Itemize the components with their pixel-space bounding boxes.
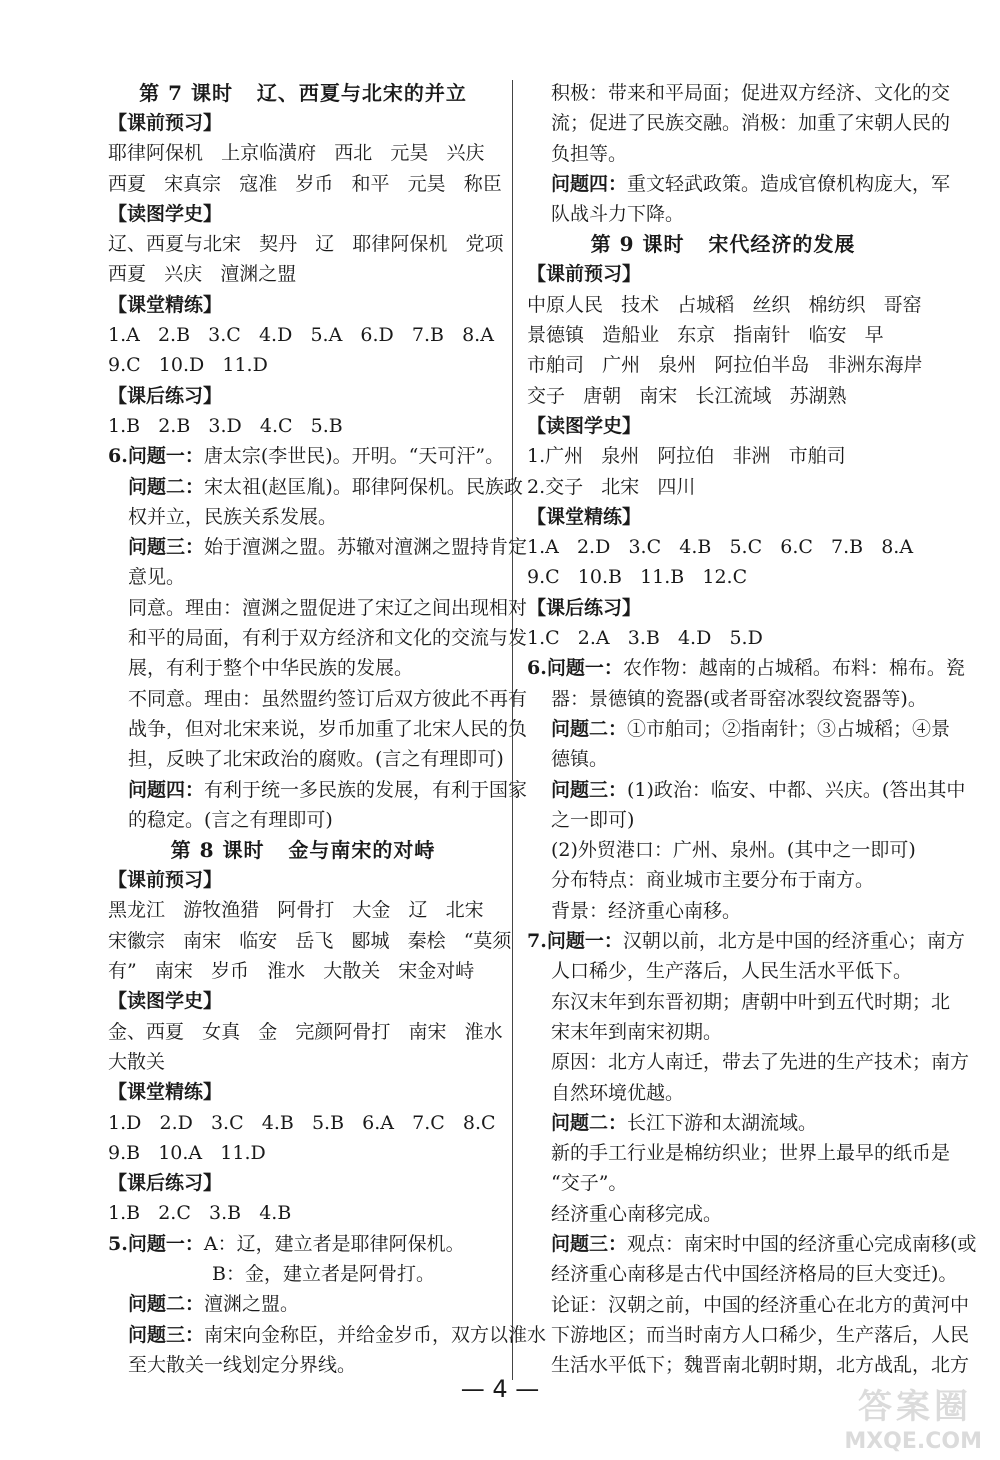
answer-line: 9.C 10.B 11.B 12.C — [527, 566, 748, 589]
answer-line: 生活水平低下；魏晋南北朝时期，北方战乱，北方 — [551, 1354, 970, 1377]
answer-line: 积极：带来和平局面；促进双方经济、文化的交 — [551, 82, 951, 104]
map-heading: 【读图学史】 — [108, 202, 223, 225]
class-practice-heading: 【课堂精练】 — [527, 505, 642, 528]
left-column — [108, 78, 547, 1380]
question-line — [108, 775, 528, 805]
answer-line: 1.C 2.A 3.B 4.D 5.D — [527, 627, 763, 650]
answer-line: 1.B 2.B 3.D 4.C 5.B — [108, 414, 343, 437]
question-line — [108, 472, 523, 502]
answer-line: 负担等。 — [551, 142, 628, 165]
question-label: 问题四： — [128, 778, 205, 801]
answer-line: 意见。 — [128, 566, 186, 589]
answer-line: 1.B 2.C 3.B 4.B — [108, 1202, 292, 1225]
question-label: 问题三： — [551, 778, 628, 801]
question-text: 南宋向金称臣，并给金岁币，双方以淮水 — [204, 1323, 547, 1346]
class-practice-heading: 【课堂精练】 — [108, 293, 223, 316]
answer-line: 市舶司 广州 泉州 阿拉伯半岛 非洲东海岸 — [527, 354, 923, 377]
question-text: 有利于统一多民族的发展，有利于国家 — [204, 778, 528, 801]
question-label: 6.问题一： — [527, 657, 623, 680]
question-text: ①市舶司；②指南针；③占城稻；④景 — [627, 717, 951, 740]
question-label: 问题二： — [128, 1293, 205, 1316]
question-line — [108, 532, 528, 562]
answer-line: 东汉末年到东晋初期；唐朝中叶到五代时期；北 — [551, 990, 951, 1013]
question-text: 始于澶渊之盟。苏辙对澶渊之盟持肯定 — [204, 536, 528, 559]
answer-line: 西夏 宋真宗 寇准 岁币 和平 元昊 称臣 — [108, 172, 502, 195]
watermark-main: 答案圈 — [858, 1387, 972, 1427]
answer-line: 经济重心南移是古代中国经济格局的巨大变迁)。 — [551, 1263, 958, 1286]
question-text: 长江下游和太湖流域。 — [627, 1111, 818, 1134]
class-practice-heading: 【课堂精练】 — [108, 1081, 223, 1104]
answer-line: 1.A 2.D 3.C 4.B 5.C 6.C 7.B 8.A — [527, 536, 914, 559]
answer-line: 担，反映了北宋政治的腐败。(言之有理即可) — [128, 748, 504, 771]
answer-line: (2)外贸港口：广州、泉州。(其中之一即可) — [551, 839, 916, 862]
question-line — [108, 1229, 498, 1259]
answer-line: 景德镇 造船业 东京 指南针 临安 早 — [527, 324, 884, 347]
question-line — [527, 1229, 977, 1259]
question-label: 问题三： — [551, 1232, 628, 1255]
page-number: — 4 — — [460, 1375, 540, 1403]
answer-line: 宋末年到南宋初期。 — [551, 1020, 723, 1043]
question-label: 5.问题一： — [108, 1232, 204, 1255]
question-text: 观点：南宋时中国的经济重心完成南移(或 — [627, 1232, 977, 1255]
after-class-heading: 【课后练习】 — [108, 384, 223, 407]
answer-line: 不同意。理由：虽然盟约签订后双方彼此不再有 — [128, 687, 528, 710]
answer-line: “交子”。 — [551, 1172, 628, 1195]
question-text: 宋太祖(赵匡胤)。耶律阿保机。民族政 — [204, 475, 523, 498]
question-line — [527, 714, 951, 744]
question-label: 问题四： — [551, 172, 628, 195]
question-line — [108, 1289, 498, 1319]
answer-line: 战争，但对北宋来说，岁币加重了北宋人民的负 — [128, 717, 528, 740]
question-line — [108, 441, 505, 471]
answer-line: 的稳定。(言之有理即可) — [128, 808, 333, 831]
answer-line: 有” 南宋 岁币 淮水 大散关 宋金对峙 — [108, 960, 475, 983]
answer-line: 1.广州 泉州 阿拉伯 非洲 市舶司 — [527, 445, 846, 468]
answer-line: 9.B 10.A 11.D — [108, 1141, 266, 1164]
answer-line: 新的手工行业是棉纺织业；世界上最早的纸币是 — [551, 1142, 951, 1165]
answer-line: 1.D 2.D 3.C 4.B 5.B 6.A 7.C 8.C — [108, 1111, 496, 1134]
map-heading: 【读图学史】 — [527, 414, 642, 437]
answer-line: 和平的局面，有利于双方经济和文化的交流与发 — [128, 627, 528, 650]
question-label: 问题二： — [128, 475, 205, 498]
preview-heading: 【课前预习】 — [108, 112, 223, 134]
right-column — [527, 78, 977, 1380]
answer-line: 西夏 兴庆 澶渊之盟 — [108, 263, 297, 286]
question-line — [527, 1108, 919, 1138]
question-label: 问题三： — [128, 536, 205, 559]
question-text: 唐太宗(李世民)。开明。“天可汗”。 — [203, 445, 505, 468]
question-line — [527, 169, 951, 199]
lesson-7-title: 第 7 课时 辽、西夏与北宋的并立 — [139, 81, 467, 105]
question-label: 6.问题一： — [108, 445, 204, 468]
answer-line: 分布特点：商业城市主要分布于南方。 — [551, 869, 875, 892]
answer-line: 器：景德镇的瓷器(或者哥窑冰裂纹瓷器等)。 — [551, 687, 927, 710]
question-text: 澶渊之盟。 — [204, 1293, 300, 1316]
answer-line: 1.A 2.B 3.C 4.D 5.A 6.D 7.B 8.A — [108, 324, 494, 347]
question-line — [108, 1320, 547, 1350]
question-label: 问题二： — [551, 1111, 628, 1134]
answer-line: 权并立，民族关系发展。 — [128, 505, 338, 528]
answer-line: 队战斗力下降。 — [551, 203, 685, 226]
watermark-sub: MXQE.COM — [844, 1429, 982, 1454]
question-line — [527, 775, 966, 805]
answer-line: 流；促进了民族交融。消极：加重了宋朝人民的 — [551, 112, 951, 135]
answer-line: 9.C 10.D 11.D — [108, 354, 268, 377]
answer-line: 下游地区；而当时南方人口稀少，生产落后，人民 — [551, 1323, 970, 1346]
question-line — [527, 653, 965, 683]
after-class-heading: 【课后练习】 — [108, 1172, 223, 1195]
answer-line: 至大散关一线划定分界线。 — [128, 1353, 357, 1376]
answer-line: 论证：汉朝之前，中国的经济重心在北方的黄河中 — [551, 1293, 970, 1316]
question-text: 农作物：越南的占城稻。布料：棉布。瓷 — [622, 657, 965, 680]
answer-line: 展，有利于整个中华民族的发展。 — [128, 657, 414, 680]
after-class-heading: 【课后练习】 — [527, 596, 642, 619]
answer-line: 原因：北方人南迁，带去了先进的生产技术；南方 — [551, 1051, 970, 1074]
answer-line: 人口稀少，生产落后，人民生活水平低下。 — [551, 960, 913, 983]
answer-line: B：金，建立者是阿骨打。 — [212, 1262, 435, 1285]
preview-heading: 【课前预习】 — [527, 263, 642, 286]
lesson-8-title: 第 8 课时 金与南宋的对峙 — [170, 838, 436, 863]
answer-line: 辽、西夏与北宋 契丹 辽 耶律阿保机 党项 — [108, 233, 504, 256]
watermark-logo — [792, 1379, 992, 1454]
question-line — [527, 926, 965, 956]
answer-line: 德镇。 — [551, 748, 609, 771]
preview-heading: 【课前预习】 — [108, 869, 223, 892]
answer-line: 背景：经济重心南移。 — [551, 899, 742, 922]
answer-line: 金、西夏 女真 金 完颜阿骨打 南宋 淮水 — [108, 1020, 503, 1043]
answer-line: 自然环境优越。 — [551, 1081, 685, 1104]
question-label: 问题二： — [551, 717, 628, 740]
question-text: A：辽，建立者是耶律阿保机。 — [203, 1232, 465, 1255]
answer-line: 耶律阿保机 上京临潢府 西北 元昊 兴庆 — [108, 142, 485, 165]
answer-line: 大散关 — [108, 1050, 166, 1073]
question-label: 问题三： — [128, 1323, 205, 1346]
answer-line: 2.交子 北宋 四川 — [527, 475, 696, 498]
answer-line: 经济重心南移完成。 — [551, 1202, 723, 1225]
answer-line: 黑龙江 游牧渔猎 阿骨打 大金 辽 北宋 — [108, 899, 484, 922]
answer-line: 宋徽宗 南宋 临安 岳飞 郾城 秦桧 “莫须 — [108, 929, 512, 952]
question-text: 汉朝以前，北方是中国的经济重心；南方 — [622, 930, 965, 953]
map-heading: 【读图学史】 — [108, 990, 223, 1013]
answer-line: 同意。理由：澶渊之盟促进了宋辽之间出现相对 — [128, 596, 528, 619]
question-text: (1)政治：临安、中都、兴庆。(答出其中 — [627, 778, 966, 801]
question-text: 重文轻武政策。造成官僚机构庞大，军 — [627, 172, 951, 195]
answer-line: 中原人民 技术 占城稻 丝织 棉纺织 哥窑 — [527, 293, 922, 316]
question-label: 7.问题一： — [527, 930, 623, 953]
lesson-9-title: 第 9 课时 宋代经济的发展 — [590, 232, 856, 257]
answer-line: 之一即可) — [551, 808, 635, 831]
answer-line: 交子 唐朝 南宋 长江流域 苏湖熟 — [527, 384, 847, 407]
